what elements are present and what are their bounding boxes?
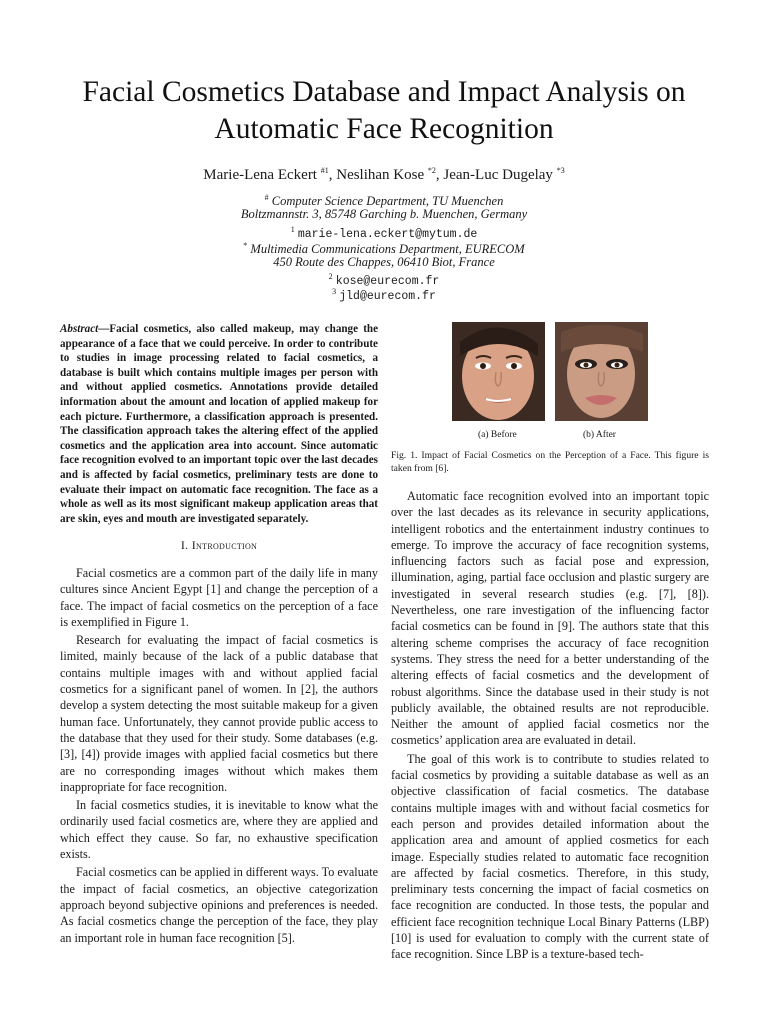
section-title: Introduction <box>191 538 258 552</box>
face-photo-after <box>555 322 648 421</box>
author-mark: #1 <box>320 166 329 175</box>
affiliation-mark: # <box>264 193 269 202</box>
body-paragraph: In facial cosmetics studies, it is inevitable to know what the ordinarily used facial cosmetics are, where they are applied and which effect they cause. So far, no exhaustive specification exists. <box>60 798 378 862</box>
figure-caption: Fig. 1. Impact of Facial Cosmetics on the Perception of a Face. This figure is taken from [6]. <box>391 450 709 474</box>
left-column-body <box>60 565 378 948</box>
figure-1 <box>452 322 692 422</box>
email-mark: 3 <box>332 287 337 296</box>
subcaption-after: (b) After <box>583 430 616 440</box>
author-name: Marie-Lena Eckert <box>203 167 317 183</box>
author-mark: *2 <box>427 166 436 175</box>
subcaption-before: (a) Before <box>478 430 517 440</box>
affiliation-dept: Computer Science Department, TU Muenchen <box>271 194 504 209</box>
affiliation-mark: * <box>243 241 248 250</box>
abstract-label: Abstract <box>60 323 99 335</box>
author-name: Jean-Luc Dugelay <box>443 167 553 183</box>
title-line: Automatic Face Recognition <box>214 113 554 145</box>
right-column-body <box>391 488 709 965</box>
email-line-3 <box>0 284 768 305</box>
body-paragraph: Automatic face recognition evolved into an important topic over the last decades as its relevance in security applications, intelligent robotics and the entertainment industry continues to emerge. To improve the accuracy of face recognition systems, influencing factors such as facial pose and expression, illumination, aging, partial face occlusion and plastic surgery are investigated in several research studies (e.g. [7], [8]). Nevertheless, one rare investigation of the influencing factor facial cosmetics can be found in [9]. The authors state that this altering scheme comprises the accuracy of face recognition systems. They stress the need for a better understanding of the altering effects of facial cosmetics and the development of robust algorithms. Since the database used in their study is not publicly available, the obtained results are not reproducible. Neither the amount of applied facial cosmetics nor the cosmetics’ application area are evaluated in detail. <box>391 489 709 748</box>
author-name: Neslihan Kose <box>336 167 425 183</box>
email-mark: 1 <box>290 225 295 234</box>
email-mark: 2 <box>328 272 333 281</box>
email-link[interactable]: jld@eurecom.fr <box>339 290 436 304</box>
section-number: I. <box>180 538 189 552</box>
affiliation-address: 450 Route des Chappes, 06410 Biot, France <box>273 255 495 269</box>
abstract-text: —Facial cosmetics, also called makeup, may change the appearance of a face that we could perceive. In order to contribute to studies in image processing related to facial cosmetics, a database is built which contains multiple images per person with and without applied cosmetics. Annotations provide detailed information about the amount and location of applied makeup for each picture. Furthermore, a classification approach is presented. The classification approach takes the altering effect of the applied cosmetics and the application area into account. Since automatic face recognition evolved to an important topic over the last decades and is affected by facial cosmetics, preliminary tests are done to evaluate their impact on automatic face recognition. The face as a whole as well as its most significant makeup application areas that are skin, eyes and mouth are investigated separately. <box>60 323 378 525</box>
title-line: Facial Cosmetics Database and Impact Analysis on <box>82 76 686 108</box>
face-photo-before <box>452 322 545 421</box>
author-list: Marie-Lena Eckert $^{\#1}$, Neslihan Kose $^{*2}$, Jean-Luc Dugelay $^{*3}$ <box>203 166 565 183</box>
affiliation-address: Boltzmannstr. 3, 85748 Garching b. Muenchen, Germany <box>240 207 528 221</box>
author-mark: *3 <box>556 166 565 175</box>
body-paragraph: Research for evaluating the impact of facial cosmetics is limited, mainly because of the lack of a public database that contains multiple images with and without applied facial cosmetics for a significant panel of women. In [2], the authors develop a system detecting the most suitable makeup for a given human face. Unfortunately, they cannot provide public access to the database that they used for their study. Some databases (e.g. [3], [4]) provide images with applied facial cosmetics but there are no corresponding images without which makes them inappropriate for face recognition. <box>60 633 378 794</box>
email-link[interactable]: marie-lena.eckert@mytum.de <box>297 228 478 242</box>
abstract <box>60 322 378 526</box>
section-heading <box>60 538 378 553</box>
affiliation-dept: Multimedia Communications Department, EURECOM <box>250 242 525 257</box>
body-paragraph: Facial cosmetics can be applied in different ways. To evaluate the impact of facial cosmetics, an objective categorization approach beyond subjective opinions and preferences is needed. As facial cosmetics change the perception of the face, they play an important role in human face recognition [5]. <box>60 865 378 945</box>
body-paragraph: Facial cosmetics are a common part of the daily life in many cultures since Ancient Egypt [1] and change the perception of a face. The impact of facial cosmetics on the perception of a face is exemplified in Figure 1. <box>60 566 378 629</box>
body-paragraph: The goal of this work is to contribute to studies related to facial cosmetics by providing a suitable database as well as an objective classification of facial cosmetics. The database contains multiple images with and without facial cosmetics for each person and provides detailed information about the application area and amount of applied cosmetics for each image. Especially studies related to automatic face recognition are affected by facial cosmetics. Therefore, in this study, preliminary tests concerning the impact of facial cosmetics on face recognition are conducted. In those tests, the popular and efficient face recognition technique Local Binary Patterns (LBP) [10] is used for evaluation to comply with the current state of face recognition. Since LBP is a texture-based tech- <box>391 751 709 962</box>
email-link[interactable]: kose@eurecom.fr <box>335 275 440 289</box>
paper-title <box>40 74 728 148</box>
